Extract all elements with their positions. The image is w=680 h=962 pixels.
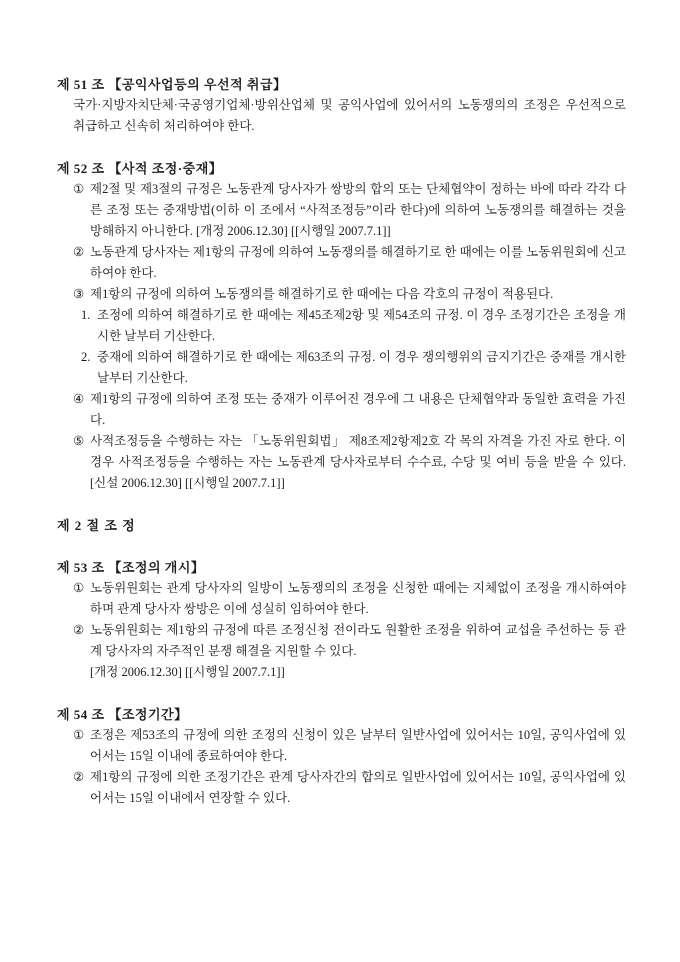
item-text: 노동관계 당사자는 제1항의 규정에 의하여 노동쟁의를 해결하기로 한 때에는 이를 노동위원회에 신고하여야 한다. xyxy=(90,245,626,280)
item-text: 사적조정등을 수행하는 자는 「노동위원회법」 제8조제2항제2호 각 목의 자격을 가진 자로 한다. 이 경우 사적조정등을 수행하는 자는 노동관계 당사자로부터 수수료, 수당 및 여비 등을 받을 수 있다. [신설 2006.12.30] [[시행일 2007.7.1]] xyxy=(90,434,626,490)
item-marker: ② xyxy=(73,245,85,259)
subitem-marker: 2. xyxy=(81,350,91,364)
article-52 xyxy=(57,158,626,494)
article-53-heading: 제 53 조 【조정의 개시】 xyxy=(57,560,205,575)
article-53 xyxy=(57,557,626,683)
item-marker: ④ xyxy=(73,392,85,406)
article-53-revision-note: [개정 2006.12.30] [[시행일 2007.7.1]] xyxy=(90,665,285,679)
article-52-heading: 제 52 조 【사적 조정·중재】 xyxy=(57,161,223,176)
article-51-heading: 제 51 조 【공익사업등의 우선적 취급】 xyxy=(57,77,287,92)
item-text: 노동위원회는 관계 당사자의 일방이 노동쟁의의 조정을 신청한 때에는 지체없이 조정을 개시하여야 하며 관계 당사자 쌍방은 이에 성실히 임하여야 한다. xyxy=(90,581,626,616)
item-marker: ② xyxy=(73,623,85,637)
item-text: 제1항의 규정에 의하여 노동쟁의를 해결하기로 한 때에는 다음 각호의 규정이 적용된다. xyxy=(90,287,554,301)
article-52-item-5 xyxy=(57,431,626,494)
item-text: 제1항의 규정에 의한 조정기간은 관계 당사자간의 합의로 일반사업에 있어서는 10일, 공익사업에 있어서는 15일 이내에서 연장할 수 있다. xyxy=(90,770,626,805)
item-text: 조정은 제53조의 규정에 의한 조정의 신청이 있은 날부터 일반사업에 있어서는 10일, 공익사업에 있어서는 15일 이내에 종료하여야 한다. xyxy=(90,728,626,763)
article-52-item-1 xyxy=(57,179,626,242)
article-54 xyxy=(57,704,626,809)
item-text: 노동위원회는 제1항의 규정에 따른 조정신청 전이라도 원활한 조정을 위하여 교섭을 주선하는 등 관계 당사자의 자주적인 분쟁 해결을 지원할 수 있다. xyxy=(90,623,626,658)
item-marker: ① xyxy=(73,728,85,742)
article-51 xyxy=(57,74,626,137)
article-52-item-4 xyxy=(57,389,626,431)
item-marker: ① xyxy=(73,182,85,196)
article-52-item-3-sub-1 xyxy=(57,305,626,347)
subitem-text: 중재에 의하여 해결하기로 한 때에는 제63조의 규정. 이 경우 쟁의행위의 금지기간은 중재를 개시한 날부터 기산한다. xyxy=(97,350,626,385)
item-text: 제1항의 규정에 의하여 조정 또는 중재가 이루어진 경우에 그 내용은 단체협약과 동일한 효력을 가진다. xyxy=(90,392,626,427)
section-2-heading: 제 2 절 조 정 xyxy=(57,518,136,533)
item-marker: ① xyxy=(73,581,85,595)
item-marker: ③ xyxy=(73,287,85,301)
subitem-marker: 1. xyxy=(81,308,91,322)
section-2 xyxy=(57,515,626,536)
article-52-item-2 xyxy=(57,242,626,284)
article-51-body: 국가·지방자치단체·국공영기업체·방위산업체 및 공익사업에 있어서의 노동쟁의의 조정은 우선적으로 취급하고 신속히 처리하여야 한다. xyxy=(73,98,626,133)
subitem-text: 조정에 의하여 해결하기로 한 때에는 제45조제2항 및 제54조의 규정. 이 경우 조정기간은 조정을 개시한 날부터 기산한다. xyxy=(97,308,626,343)
article-54-heading: 제 54 조 【조정기간】 xyxy=(57,707,188,722)
item-text: 제2절 및 제3절의 규정은 노동관계 당사자가 쌍방의 합의 또는 단체협약이 정하는 바에 따라 각각 다른 조정 또는 중재방법(이하 이 조에서 “사적조정등”이라 한다)에 의하여 노동쟁의를 해결하는 것을 방해하지 아니한다. [개정 2006.12.30] [[시행일 2007.7.1]] xyxy=(90,182,626,238)
article-54-item-1 xyxy=(57,725,626,767)
article-52-item-3-sub-2 xyxy=(57,347,626,389)
article-54-item-2 xyxy=(57,767,626,809)
article-53-item-2 xyxy=(57,620,626,662)
item-marker: ⑤ xyxy=(73,434,85,448)
item-marker: ② xyxy=(73,770,85,784)
article-52-item-3 xyxy=(57,284,626,305)
article-53-item-1 xyxy=(57,578,626,620)
